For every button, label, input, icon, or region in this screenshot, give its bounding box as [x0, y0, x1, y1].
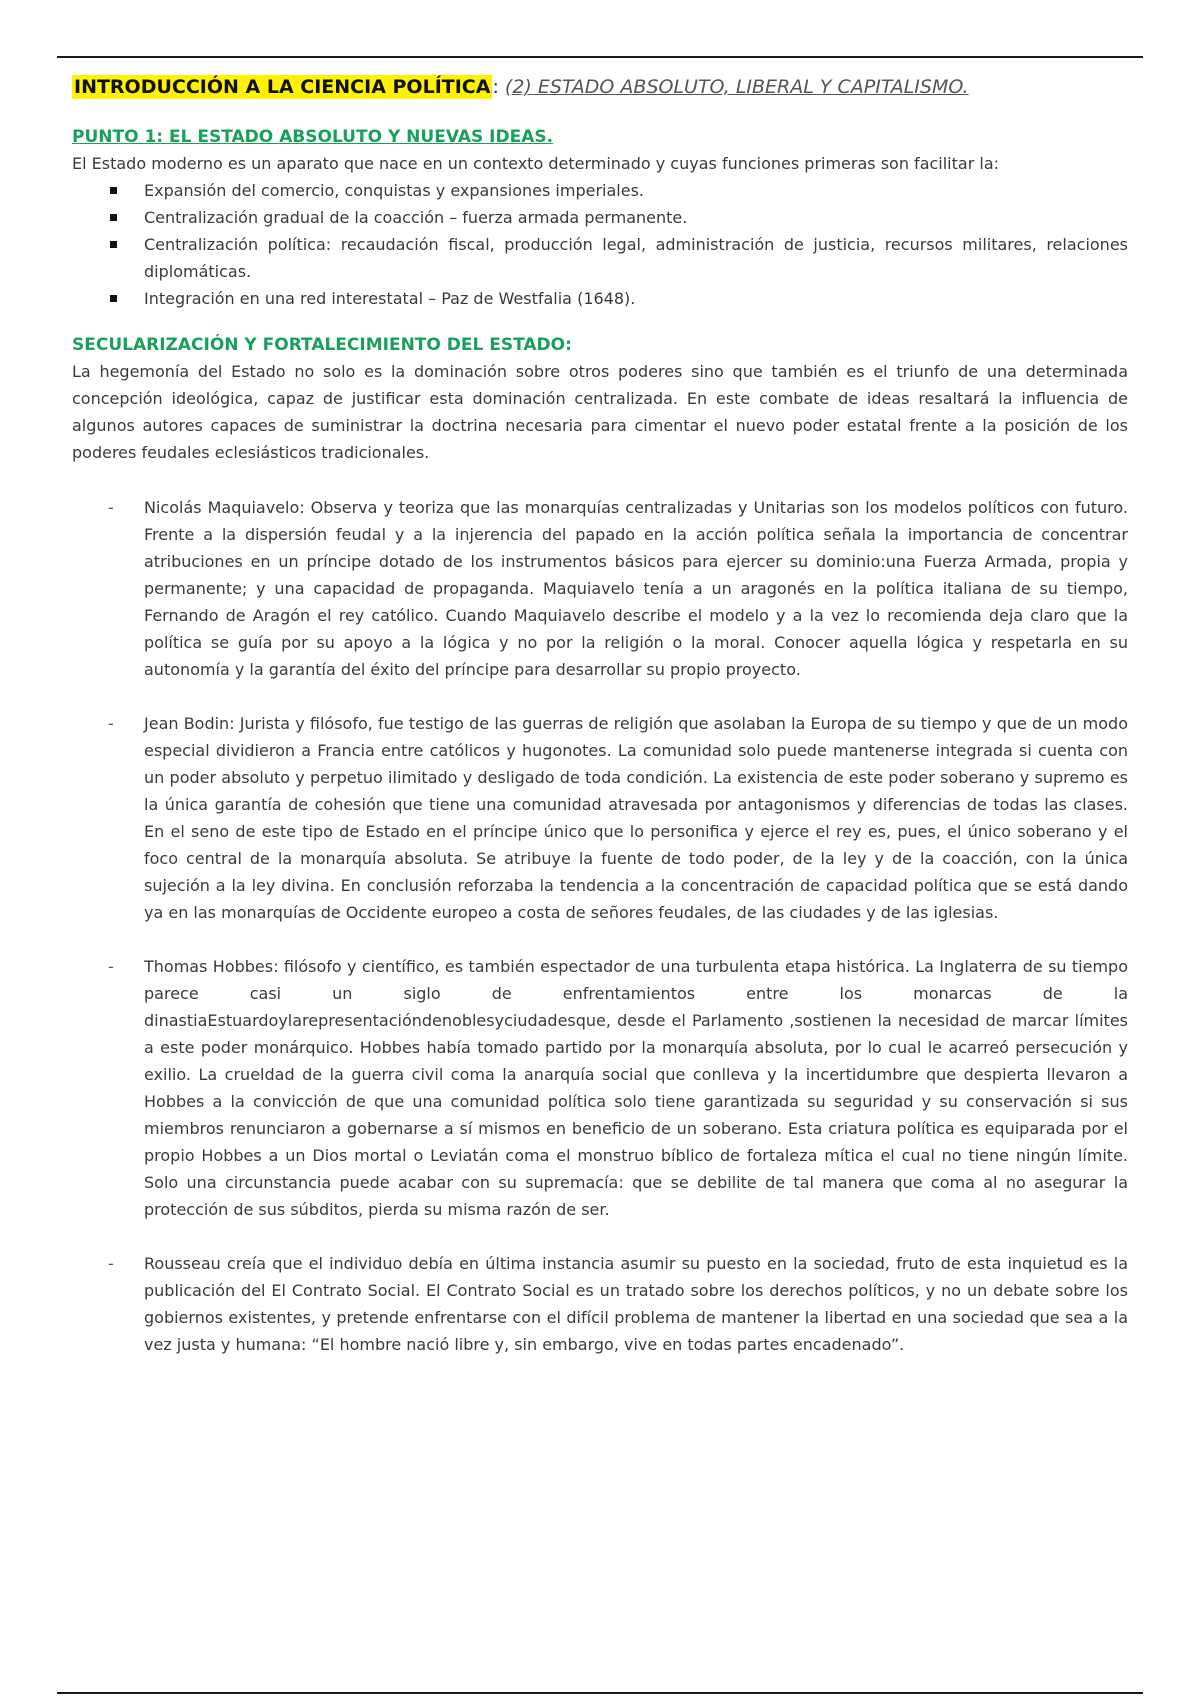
bullet-text: Centralización gradual de la coacción – fuerza armada permanente.: [144, 208, 688, 227]
list-item: [72, 285, 1128, 312]
bullet-square-icon: [110, 241, 117, 248]
bullet-square-icon: [110, 214, 117, 221]
bottom-rule: [57, 1692, 1143, 1694]
section2-heading: SECULARIZACIÓN Y FORTALECIMIENTO DEL ESTADO:: [72, 335, 572, 355]
author-item-rousseau: [72, 1250, 1128, 1358]
list-item: [72, 204, 1128, 231]
top-rule: [57, 56, 1143, 58]
title-subtitle: (2) ESTADO ABSOLUTO, LIBERAL Y CAPITALISMO.: [504, 76, 969, 98]
dash-marker: -: [108, 498, 114, 517]
section1-bullet-list: [72, 177, 1128, 312]
document-page: [72, 72, 1128, 1385]
bullet-text: Centralización política: recaudación fiscal, producción legal, administración de justicia, recursos militares, relaciones diplomáticas.: [144, 235, 1128, 281]
dash-marker: -: [108, 1254, 114, 1273]
author-text: Rousseau creía que el individuo debía en última instancia asumir su puesto en la sociedad, fruto de esta inquietud es la publicación del El Contrato Social. El Contrato Social es un tratado sobre los derechos políticos, y no un debate sobre los gobiernos existentes, y pretende enfrentarse con el difícil problema de mantener la libertad en una sociedad que sea a la vez justa y humana: “El hombre nació libre y, sin embargo, vive en todas partes encadenado”.: [144, 1254, 1128, 1354]
title-separator: :: [492, 76, 499, 98]
bullet-square-icon: [110, 295, 117, 302]
author-text: Jean Bodin: Jurista y filósofo, fue testigo de las guerras de religión que asolaban la Europa de su tiempo y que de un modo especial dividieron a Francia entre católicos y hugonotes. La comunidad solo puede mantenerse integrada si cuenta con un poder absoluto y perpetuo ilimitado y desligado de toda condición. La existencia de este poder soberano y supremo es la única garantía de cohesión que tiene una comunidad atravesada por antagonismos y diferencias de todas las clases. En el seno de este tipo de Estado en el príncipe único que lo personifica y ejerce el rey es, pues, el único soberano y el foco central de la monarquía absoluta. Se atribuye la fuente de todo poder, de la ley y de la coacción, con la única sujeción a la ley divina. En conclusión reforzaba la tendencia a la concentración de capacidad política que se está dando ya en las monarquías de Occidente europeo a costa de señores feudales, de las ciudades y de las iglesias.: [144, 714, 1128, 922]
author-text: Nicolás Maquiavelo: Observa y teoriza que las monarquías centralizadas y Unitarias son los modelos políticos con futuro. Frente a la dispersión feudal y a la injerencia del papado en la acción política señala la importancia de concentrar atribuciones en un príncipe dotado de los instrumentos básicos para ejercer su dominio:una Fuerza Armada, propia y permanente; y una capacidad de propaganda. Maquiavelo tenía a un aragonés en la política italiana de su tiempo, Fernando de Aragón el rey católico. Cuando Maquiavelo describe el modelo y a la vez lo recomienda deja claro que la política se guía por su apoyo a la lógica y no por la religión o la moral. Conocer aquella lógica y respetarla en su autonomía y la garantía del éxito del príncipe para desarrollar su propio proyecto.: [144, 498, 1128, 679]
list-item: [72, 231, 1128, 285]
bullet-text: Integración en una red interestatal – Paz de Westfalia (1648).: [144, 289, 636, 308]
title-main: INTRODUCCIÓN A LA CIENCIA POLÍTICA: [74, 76, 491, 98]
dash-marker: -: [108, 957, 114, 976]
author-item-hobbes: [72, 953, 1128, 1223]
author-item-bodin: [72, 710, 1128, 926]
section2-intro: La hegemonía del Estado no solo es la dominación sobre otros poderes sino que también es el triunfo de una determinada concepción ideológica, capaz de justificar esta dominación centralizada. En este combate de ideas resaltará la influencia de algunos autores capaces de suministrar la doctrina necesaria para cimentar el nuevo poder estatal frente a la posición de los poderes feudales eclesiásticos tradicionales.: [72, 362, 1128, 462]
list-item: [72, 177, 1128, 204]
dash-marker: -: [108, 714, 114, 733]
bullet-text: Expansión del comercio, conquistas y expansiones imperiales.: [144, 181, 644, 200]
author-text: Thomas Hobbes: filósofo y científico, es también espectador de una turbulenta etapa histórica. La Inglaterra de su tiempo parece casi un siglo de enfrentamientos entre los monarcas de la dinastiaEstuardoylarepresentacióndenoblesyciudadesque, desde el Parlamento ,sostienen la necesidad de marcar límites a este poder monárquico. Hobbes había tomado partido por la monarquía absoluta, por lo cual le acarreó persecución y exilio. La crueldad de la guerra civil coma la anarquía social que conlleva y la incertidumbre que despierta llevaron a Hobbes a la convicción de que una comunidad política solo tiene garantizada su seguridad y su conservación si sus miembros renunciaron a gobernarse a sí mismos en beneficio de un soberano. Esta criatura política es equiparada por el propio Hobbes a un Dios mortal o Leviatán coma el monstruo bíblico de fortaleza mítica el cual no tiene ningún límite. Solo una circunstancia puede acabar con su supremacía: que se debilite de tal manera que coma al no asegurar la protección de sus súbditos, pierda su misma razón de ser.: [144, 957, 1128, 1219]
section1-heading: PUNTO 1: EL ESTADO ABSOLUTO Y NUEVAS IDEAS.: [72, 127, 554, 147]
section1-intro: El Estado moderno es un aparato que nace en un contexto determinado y cuyas funciones primeras son facilitar la:: [72, 154, 1000, 173]
author-list: [72, 494, 1128, 1358]
document-title: [72, 72, 1128, 102]
bullet-square-icon: [110, 187, 117, 194]
author-item-maquiavelo: [72, 494, 1128, 683]
